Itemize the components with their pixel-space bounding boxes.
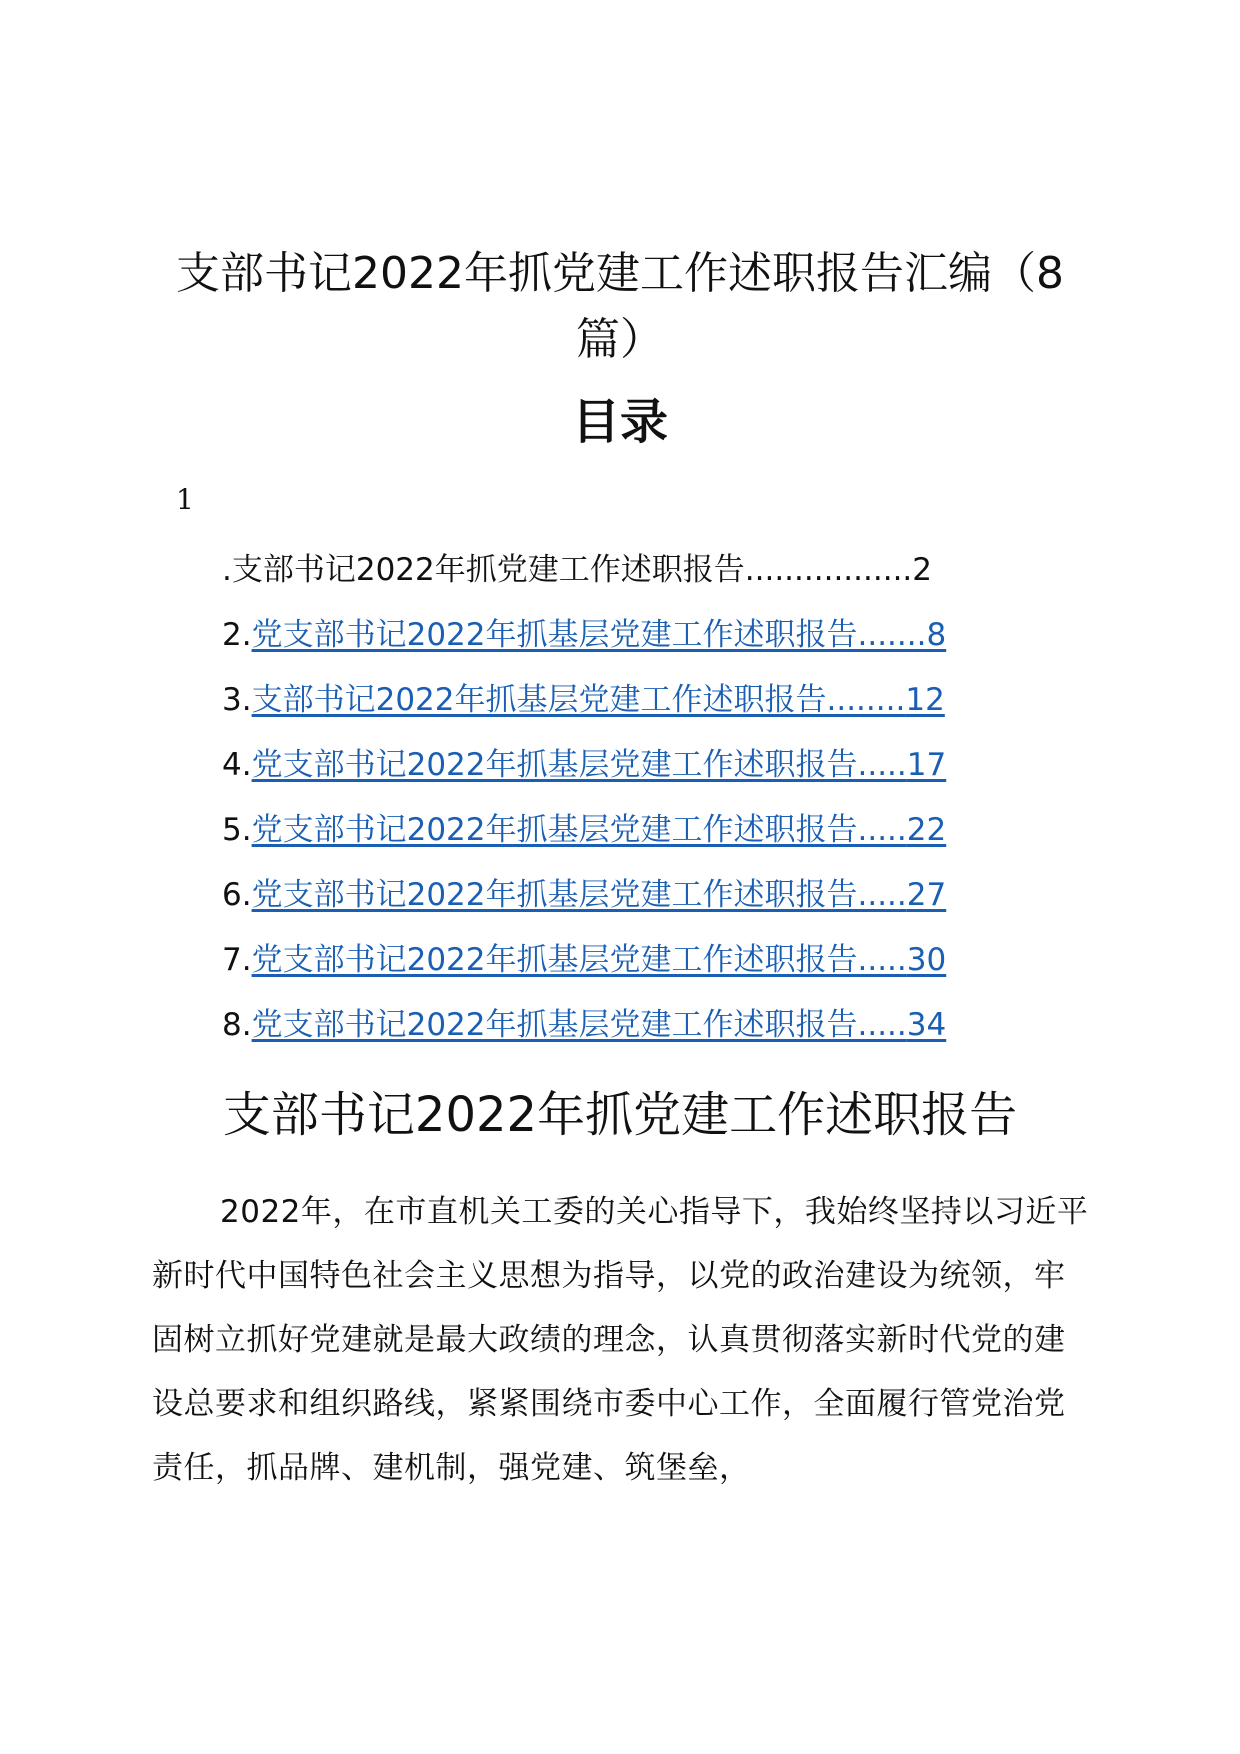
toc-item-number: 2 — [222, 617, 242, 653]
document-title: 支部书记2022年抓党建工作述职报告汇编（8篇） — [176, 248, 1064, 366]
toc-item-page: 17 — [906, 747, 947, 783]
body-paragraph: 2022年，在市直机关工委的关心指导下，我始终坚持以习近平新时代中国特色社会主义思想为指导，以党的政治建设为统领，牢固树立抓好党建就是最大政绩的理念，认真贯彻落实新时代党的建设总要求和组织路线，紧紧围绕市委中心工作，全面履行管党治党责任，抓品牌、建机制，强党建、筑堡垒， — [152, 1194, 1089, 1486]
toc-item-leader: ..... — [857, 812, 907, 848]
toc-item-prefix: . — [241, 942, 252, 978]
toc-item-text: 支部书记2022年抓基层党建工作述职报告 — [251, 682, 827, 718]
toc-item-prefix: . — [241, 812, 252, 848]
toc-item-text: 支部书记2022年抓党建工作述职报告 — [231, 552, 745, 588]
toc-item-leader: ........ — [826, 682, 906, 718]
toc-item-leader: ..... — [857, 1007, 907, 1043]
toc-item-page: 22 — [906, 812, 947, 848]
table-of-contents — [222, 538, 1022, 1058]
toc-item-page: 30 — [906, 942, 947, 978]
toc-item-8[interactable] — [222, 993, 1022, 1058]
toc-item-link[interactable] — [252, 682, 945, 718]
toc-item-number: 3 — [222, 682, 242, 718]
toc-item-7[interactable] — [222, 928, 1022, 993]
toc-item-page: 8 — [926, 617, 947, 653]
toc-item-page: 34 — [906, 1007, 947, 1043]
toc-item-text: 党支部书记2022年抓基层党建工作述职报告 — [251, 812, 858, 848]
toc-item-link[interactable] — [252, 877, 947, 913]
toc-item-leader: ..... — [857, 747, 907, 783]
toc-item-link[interactable] — [252, 617, 947, 653]
toc-stray-number: 1 — [176, 483, 194, 516]
toc-item-page: 12 — [905, 682, 945, 718]
toc-item-number: 5 — [222, 812, 242, 848]
toc-item-link[interactable] — [252, 942, 947, 978]
toc-item-prefix: . — [241, 617, 252, 653]
toc-item-number: 4 — [222, 747, 242, 783]
toc-item-link[interactable] — [252, 1007, 947, 1043]
toc-item-6[interactable] — [222, 863, 1022, 928]
toc-item-prefix: . — [241, 682, 252, 718]
toc-item-4[interactable] — [222, 733, 1022, 798]
toc-item-page: 27 — [906, 877, 947, 913]
section-title: 支部书记2022年抓党建工作述职报告 — [222, 1087, 1018, 1143]
toc-item-text: 党支部书记2022年抓基层党建工作述职报告 — [251, 747, 858, 783]
toc-item-2[interactable] — [222, 603, 1022, 668]
toc-item-leader: ....... — [857, 617, 927, 653]
toc-item-prefix: . — [222, 552, 232, 588]
toc-item-text: 党支部书记2022年抓基层党建工作述职报告 — [251, 617, 858, 653]
toc-item-number: 8 — [222, 1007, 242, 1043]
toc-item-5[interactable] — [222, 798, 1022, 863]
toc-item-text: 党支部书记2022年抓基层党建工作述职报告 — [251, 877, 858, 913]
toc-item-page: 2 — [912, 552, 933, 588]
section-title-wrapper — [0, 1085, 1240, 1145]
toc-item-link[interactable] — [252, 747, 947, 783]
toc-item-link[interactable] — [252, 812, 947, 848]
toc-item-prefix: . — [241, 1007, 252, 1043]
toc-item-number: 6 — [222, 877, 242, 913]
toc-item-prefix: . — [241, 747, 252, 783]
toc-item-prefix: . — [241, 877, 252, 913]
toc-item-1 — [222, 538, 1022, 603]
toc-item-number: 7 — [222, 942, 242, 978]
toc-item-leader: ..... — [857, 942, 907, 978]
toc-item-leader: ................. — [744, 552, 913, 588]
toc-heading: 目录 — [571, 394, 668, 450]
toc-item-leader: ..... — [857, 877, 907, 913]
toc-item-3[interactable] — [222, 668, 1022, 733]
toc-item-text: 党支部书记2022年抓基层党建工作述职报告 — [251, 942, 858, 978]
toc-item-text: 党支部书记2022年抓基层党建工作述职报告 — [251, 1007, 858, 1043]
